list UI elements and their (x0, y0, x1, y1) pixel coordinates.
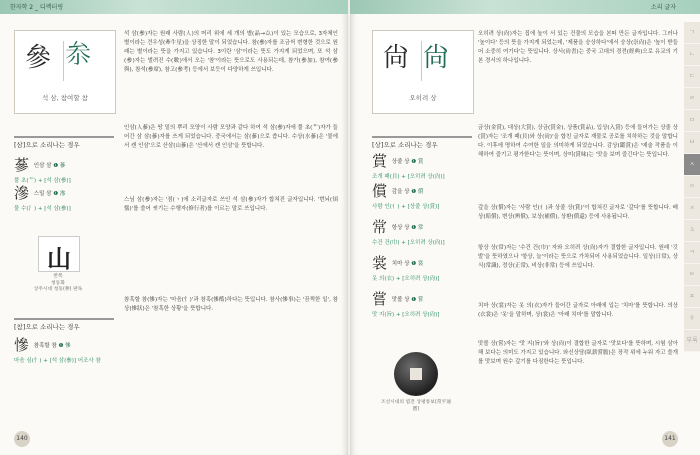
right-header-bar (350, 0, 700, 14)
side-title-cham: [참]으로 소리나는 경우 (14, 318, 114, 331)
left-paragraph-2: 인삼(人蔘)은 땅 밑의 뿌리 모양이 사람 모양과 같다 하여 석 삼(參)자에 풀 초(艹)자가 들어간 삼 삼(蔘)자를 쓰게 되었습니다. 중국에서는 삼(蔘)으로 씁니다. 수상(水蔘)은 '물에서 캔 인삼'으로 산삼(山蔘)은 '산에서 캔 인삼'을 뜻합니다. (124, 125, 338, 149)
entry-note: 사람 인(亻) + [상줄 상(賞)] (372, 203, 440, 210)
index-tab[interactable]: 부록 (684, 330, 700, 352)
index-tab[interactable]: ㅎ (684, 308, 700, 330)
entry-pron: ❶ 蔘 (53, 162, 66, 169)
entry-note: 조개 패(貝) + [오히려 상(尙)] (372, 173, 445, 180)
oracle-caption-3: 상주시대 청동(參) 판독 (33, 287, 83, 293)
right-page-number: 141 (662, 431, 678, 447)
entry-char: 償 (372, 182, 388, 200)
left-header-title: 한자학 2 _ 디렉터링 (10, 4, 64, 11)
divider (421, 41, 422, 81)
left-paragraph-4: 참혹할 참(慘)자는 '마음(忄)'과 참혹(慘酷)하다는 뜻입니다. 참사(慘事)는 '끔찍한 일', 참상(慘狀)은 '참혹한 상황'을 뜻합니다. (124, 297, 338, 312)
entry-pron: ❶ 裳 (411, 260, 424, 267)
entry-note: 풀 초(艹) + [석 삼(參)] (14, 177, 71, 184)
right-paragraph-4: 항상 상(常)자는 '수건 건(巾)' 자와 오히려 상(尙)자가 결합한 글자입니다. 원래 '깃발'을 뜻하였으나 '항상, 늘'이라는 뜻으로 가차되어 사용되었습니다. 일상(日常), 상식(常識), 정상(正常), 비상(非常) 등에 쓰입니다. (478, 245, 678, 269)
right-page (350, 0, 700, 455)
side-entry (14, 154, 118, 185)
index-tab[interactable]: ㅇ (684, 176, 700, 198)
index-tab[interactable]: ㅍ (684, 286, 700, 308)
right-paragraph-2: 금상(金賞), 대상(大賞), 상금(賞金), 상품(賞品), 입상(入賞) 등에 들어가는 상줄 상(賞)자는 '조개 패(貝)와 상(尙)'을 합친 글자로 재물로 공로를 치하하는 것을 말합니다. 이후에 명하여 수여한 일을 의미하게 되었습니다. 감상(鑑賞)은 '예술 작품을 이해하여 즐기고 평가한다'는 뜻이며, 상미(賞味)는 '맛을 보며 즐긴다'는 뜻입니다. (478, 125, 678, 158)
entry-note: 물 수(氵) + [석 삼(參)] (14, 205, 71, 212)
right-paragraph-1: 오히려 상(尙)자는 집에 높이 서 있는 건물의 모습을 본떠 만든 글자입니다. 그러나 '높이다' 등의 뜻을 가지게 되었는데, '제품을 숭상하다'에서 숭상(崇尙)은 '높이 받들어 소중히 여기다'는 뜻입니다. 상서(尙書)는 중국 고대의 경전(經典)으로 유교의 기본 경서의 하나입니다. (478, 31, 678, 64)
index-tab[interactable]: ㄴ (684, 44, 700, 66)
main-glyph: 尙 (383, 43, 410, 73)
index-tab[interactable]: ㅈ (684, 198, 700, 220)
entry-note: 맛 지(旨) + [오히려 상(尙)] (372, 311, 440, 318)
side-entry (14, 182, 118, 213)
entry-name: 항상 상 (391, 224, 410, 231)
left-page (0, 0, 348, 455)
seal-glyph: 尙 (423, 43, 450, 73)
oracle-caption (20, 274, 96, 294)
index-tab[interactable]: ㄷ (684, 66, 700, 88)
entry-note: 마음 심(忄) + [석 삼(參)] 어조사 참 (14, 357, 101, 364)
entry-char: 蔘 (14, 156, 30, 174)
left-page-number: 140 (14, 431, 30, 447)
entry-char: 常 (372, 218, 388, 236)
right-paragraph-5: 치마 상(裳)자는 옷 의(衣)자가 들어간 글자로 아래에 입는 '치마'를 뜻합니다. 의상(衣裳)은 '옷'을 말하며, 상(裳)은 '아래 치마'를 말합니다. (478, 303, 678, 318)
entry-pron: ❶ 嘗 (411, 296, 424, 303)
entry-name: 맛볼 상 (391, 296, 410, 303)
coin-hole (410, 368, 422, 380)
oracle-caption-2: 청동화 (51, 280, 65, 286)
index-tab[interactable]: ㄱ (684, 22, 700, 44)
side-title-sang: [상]으로 소리나는 경우 (372, 136, 472, 149)
entry-pron: ❶ 償 (411, 188, 424, 195)
index-tab[interactable]: ㅁ (684, 110, 700, 132)
char-meaning: 석 삼, 참여할 참 (42, 94, 88, 102)
left-paragraph-1: 석 삼(參)자는 원래 사람(人)의 머리 위에 세 개의 별(晶→厽)이 있는 모습으로, 3자체인 별이라는 견우성(牽牛星)을 상징한 말이 되었습니다. 참(參)자를 조금씩 변형한 것으로 원래는 별이라는 뜻을 가지고 있습니다. 3이란 '삼'이라는 뜻도 가지게 되었으며, 또 석 삼(參)자는 벌려진 수(數)에서 오는 '참'이라는 뜻으로도 사용되는데, 참가(參加), 참여(參與), 참석(參席), 참고(參考) 등에서 보듯이 다양하게 쓰입니다. (124, 31, 338, 73)
entry-char: 慘 (14, 336, 30, 354)
oracle-char: 山 (47, 244, 71, 273)
side-entry (372, 288, 476, 319)
entry-name: 치마 상 (391, 260, 410, 267)
index-tab[interactable]: ㅊ (684, 220, 700, 242)
entry-pron: ❶ 賞 (411, 158, 424, 165)
divider (63, 41, 64, 81)
entry-char: 裳 (372, 254, 388, 272)
coin-caption: 조선시대의 엽전 상평통보(常平通寶) (380, 400, 452, 412)
main-glyph: 參 (25, 43, 52, 73)
entry-name: 인삼 삼 (33, 162, 52, 169)
index-tab[interactable]: ㅌ (684, 264, 700, 286)
side-entry (372, 252, 476, 283)
entry-name: 참혹할 참 (33, 342, 57, 349)
entry-note: 수건 건(巾) + [오히려 상(尙)] (372, 239, 445, 246)
entry-pron: ❶ 常 (411, 224, 424, 231)
index-tab[interactable]: ㄹ (684, 88, 700, 110)
index-tab[interactable]: ㅂ (684, 132, 700, 154)
entry-name: 상줄 상 (391, 158, 410, 165)
right-paragraph-3: 갚을 상(償)자는 '사람 인(亻)과 상줄 상(賞)'이 합쳐진 글자로 '갚다'를 뜻합니다. 배상(賠償), 변상(辨償), 보상(補償), 상환(償還) 등에 사용됩니다. (478, 205, 678, 220)
oracle-caption-1: 반쪽 (53, 274, 63, 279)
entry-pron: ❶ 慘 (58, 342, 71, 349)
char-meaning: 오히려 상 (409, 94, 437, 102)
entry-char: 嘗 (372, 290, 388, 308)
coin-image (394, 352, 438, 396)
side-entry (14, 334, 124, 365)
seal-glyph: 𠫭 (65, 40, 92, 70)
right-paragraph-6: 맛볼 상(嘗)자는 '맛 지(旨)'와 상(尙)이 결합한 글자로 '맛보다'를 뜻하며, 시험 삼아 해 보다는 의미도 가지고 있습니다. 와신상담(臥薪嘗膽)은 장작 위에 누워 자고 쓸개를 맛보며 원수 갚기를 다짐한다는 뜻입니다. (478, 341, 678, 365)
entry-note: 옷 의(衣) + [오히려 상(尙)] (372, 275, 440, 282)
entry-name: 스밀 삼 (33, 190, 52, 197)
char-box-sang (372, 30, 474, 114)
index-tab[interactable]: ㅅ (684, 154, 700, 176)
entry-pron: ❶ 滲 (53, 190, 66, 197)
char-box-sam (14, 30, 116, 114)
side-title-sam: [삼]으로 소리나는 경우 (14, 136, 114, 149)
index-tab[interactable]: ㅋ (684, 242, 700, 264)
left-paragraph-3: 스님 삼(參)자는 '점(丶)에 소리글자로 쓰인 석 삼(參)자가 합쳐진 글자입니다. '번뇌(煩惱)'를 쓸어 씻기는 수행자(修行者)를 이르는 말로 쓰입니다. (124, 197, 338, 212)
right-header-title: 소리 글자 (650, 4, 676, 11)
oracle-image (38, 236, 80, 272)
entry-name: 갚을 상 (391, 188, 410, 195)
entry-char: 滲 (14, 184, 30, 202)
side-entry (372, 150, 476, 181)
side-entry (372, 216, 476, 247)
index-tabs (684, 22, 700, 352)
entry-char: 賞 (372, 152, 388, 170)
side-entry (372, 180, 476, 211)
